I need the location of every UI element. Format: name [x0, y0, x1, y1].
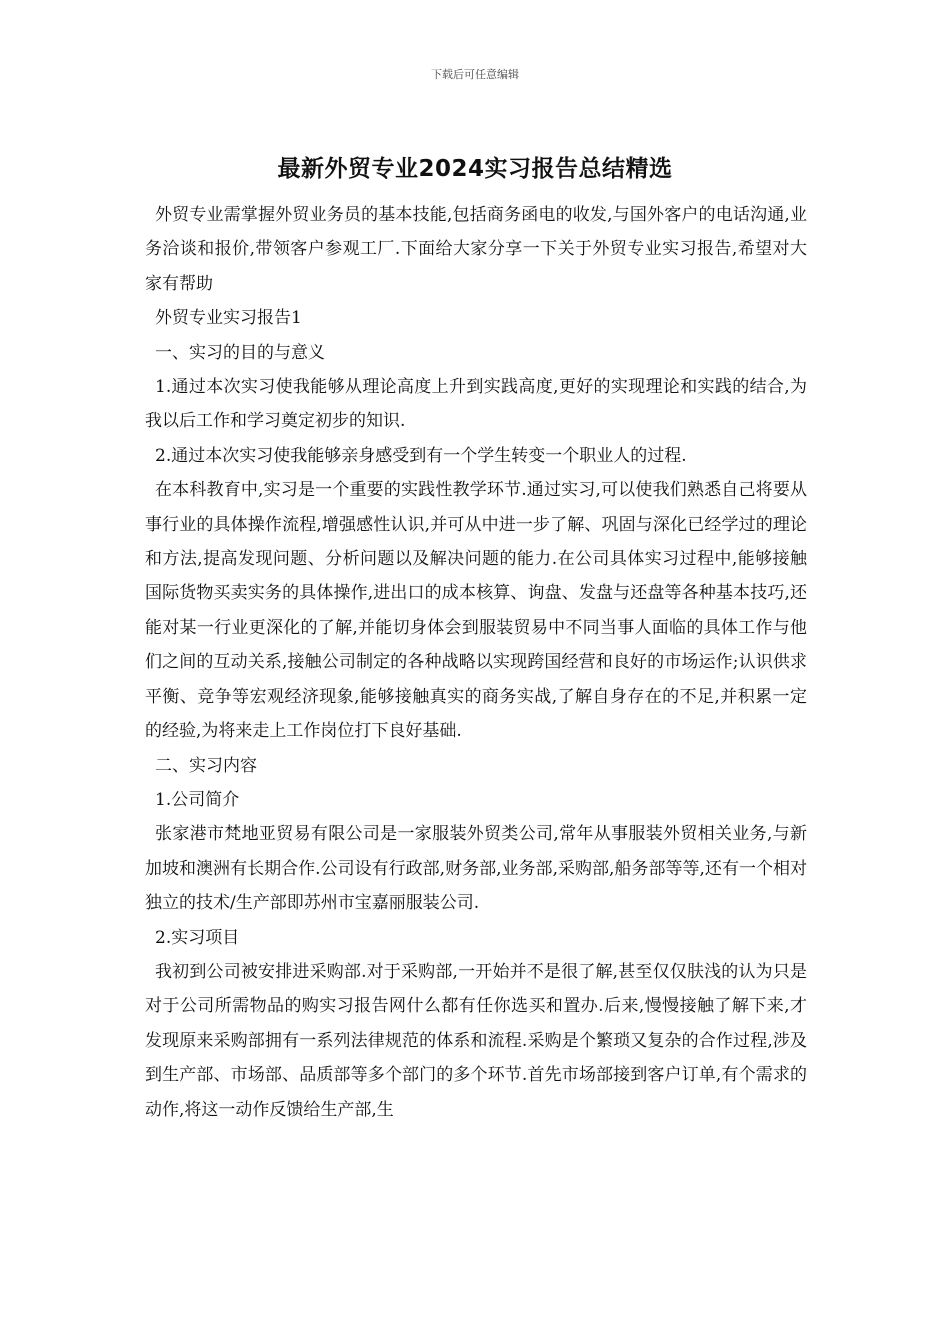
purpose-item-1: 1.通过本次实习使我能够从理论高度上升到实践高度,更好的实现理论和实践的结合,为我以后工作和学习奠定初步的知识. — [145, 377, 807, 432]
section-heading-purpose: 一、实习的目的与意义 — [155, 342, 325, 363]
purpose-paragraph: 在本科教育中,实习是一个重要的实践性教学环节.通过实习,可以使我们熟悉自己将要从事行业的具体操作流程,增强感性认识,并可从中进一步了解、巩固与深化已经学过的理论和方法,提高发现问题、分析问题以及解决问题的能力.在公司具体实习过程中,能够接触国际货物买卖实务的具体操作,进出口的成本核算、询盘、发盘与还盘等各种基本技巧,还能对某一行业更深化的了解,并能切身体会到服装贸易中不同当事人面临的具体工作与他们之间的互动关系,接触公司制定的各种战略以实现跨国经营和良好的市场运作;认识供求平衡、竞争等宏观经济现象,能够接触真实的商务实战,了解自身存在的不足,并积累一定的经验,为将来走上工作岗位打下良好基础. — [145, 480, 807, 742]
section-heading-content: 二、实习内容 — [155, 755, 257, 776]
intro-paragraph: 外贸专业需掌握外贸业务员的基本技能,包括商务函电的收发,与国外客户的电话沟通,业务洽谈和报价,带领客户参观工厂.下面给大家分享一下关于外贸专业实习报告,希望对大家有帮助 — [145, 205, 807, 294]
project-paragraph: 我初到公司被安排进采购部.对于采购部,一开始并不是很了解,甚至仅仅肤浅的认为只是对于公司所需物品的购实习报告网什么都有任你选买和置办.后来,慢慢接触了解下来,才发现原来采购部拥有一系列法律规范的体系和流程.采购是个繁琐又复杂的合作过程,涉及到生产部、市场部、品质部等多个部门的多个环节.首先市场部接到客户订单,有个需求的动作,将这一动作反馈给生产部,生 — [145, 961, 807, 1120]
company-paragraph: 张家港市梵地亚贸易有限公司是一家服装外贸类公司,常年从事服装外贸相关业务,与新加坡和澳洲有长期合作.公司设有行政部,财务部,业务部,采购部,船务部等等,还有一个相对独立的技术/生产部即苏州市宝嘉丽服装公司. — [145, 824, 807, 914]
purpose-item-2: 2.通过本次实习使我能够亲身感受到有一个学生转变一个职业人的过程. — [155, 445, 687, 466]
report-heading: 外贸专业实习报告1 — [155, 308, 302, 329]
header-note: 下载后可任意编辑 — [431, 68, 519, 81]
subheading-project: 2.实习项目 — [155, 927, 240, 948]
document-body — [145, 198, 807, 1127]
document-title: 最新外贸专业2024实习报告总结精选 — [277, 156, 673, 182]
subheading-company: 1.公司简介 — [155, 789, 240, 810]
